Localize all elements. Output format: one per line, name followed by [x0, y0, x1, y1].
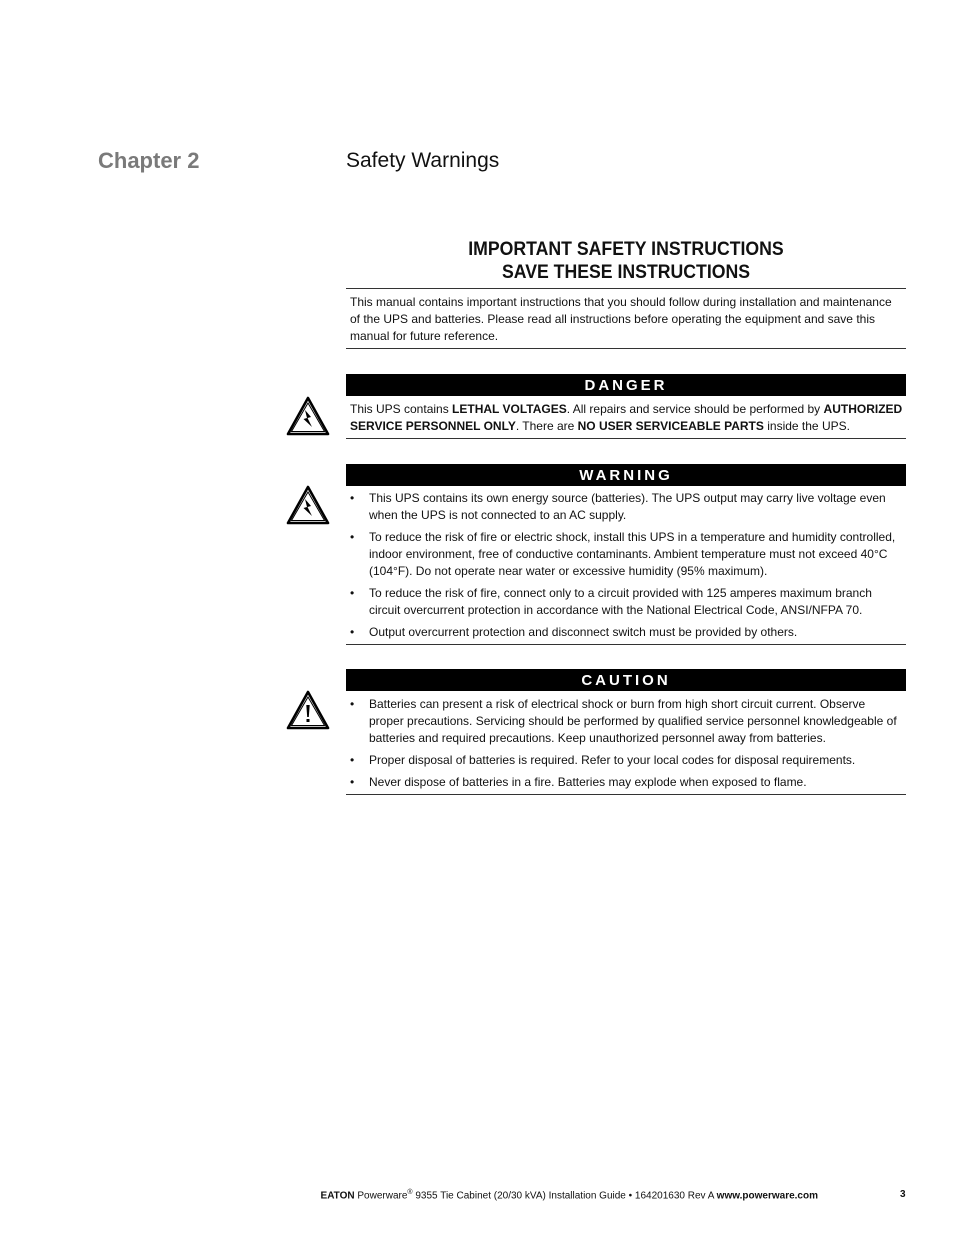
- footer-url: www.powerware.com: [716, 1190, 818, 1202]
- divider: [346, 348, 906, 349]
- danger-text-1: This UPS contains: [350, 402, 453, 416]
- divider: [346, 438, 906, 439]
- danger-text-4: inside the UPS.: [763, 419, 850, 433]
- list-item: [350, 529, 903, 580]
- list-item: [350, 696, 903, 747]
- authorized-personnel-emphasis: AUTHORIZED SERVICE PERSONNEL ONLY: [350, 402, 903, 433]
- bullet: •: [350, 625, 355, 639]
- list-item: [350, 585, 903, 619]
- list-item-text: This UPS contains its own energy source (batteries). The UPS output may carry live voltage even when the UPS is not connected to an AC supply.: [369, 491, 886, 522]
- list-item-text: Batteries can present a risk of electrical shock or burn from high short circuit current. Observe proper precautions. Servicing should be performed by qualified service personnel knowledgeable of batteries and required precautions. Keep unauthorized personnel away from batteries.: [369, 697, 897, 745]
- electrical-hazard-icon: [286, 485, 330, 525]
- list-item-text: Never dispose of batteries in a fire. Batteries may explode when exposed to flame.: [369, 775, 807, 789]
- electrical-hazard-icon: [286, 396, 330, 436]
- footer-product: Powerware: [354, 1190, 408, 1202]
- no-serviceable-parts-emphasis: NO USER SERVICEABLE PARTS: [577, 419, 764, 433]
- bullet: •: [350, 697, 355, 711]
- bullet: •: [350, 586, 355, 600]
- danger-text-3: . There are: [515, 419, 578, 433]
- heading-line-1: IMPORTANT SAFETY INSTRUCTIONS: [468, 239, 784, 260]
- chapter-label: Chapter 2: [98, 148, 200, 173]
- bullet: •: [350, 753, 355, 767]
- list-item-text: Output overcurrent protection and disconnect switch must be provided by others.: [369, 625, 798, 639]
- list-item: [350, 490, 903, 524]
- safety-instructions-heading: [366, 238, 887, 284]
- list-item: [350, 774, 903, 791]
- registered-mark: ®: [407, 1189, 413, 1196]
- bullet: •: [350, 775, 355, 789]
- danger-banner: DANGER: [346, 374, 906, 396]
- warning-banner: WARNING: [346, 464, 906, 486]
- exclamation-warning-icon: [286, 690, 330, 730]
- page-number: 3: [900, 1189, 906, 1200]
- page-footer: [0, 1189, 818, 1201]
- warning-list: [350, 490, 903, 646]
- caution-banner: CAUTION: [346, 669, 906, 691]
- bullet: •: [350, 491, 355, 505]
- footer-brand: EATON: [320, 1190, 355, 1202]
- list-item-text: Proper disposal of batteries is required. Refer to your local codes for disposal requirements.: [369, 753, 856, 767]
- list-item: [350, 752, 903, 769]
- list-item: [350, 624, 903, 641]
- list-item-text: To reduce the risk of fire, connect only to a circuit provided with 125 amperes maximum branch circuit overcurrent protection in accordance with the National Electrical Code, ANSI/NFPA 70.: [369, 586, 872, 617]
- divider: [346, 644, 906, 645]
- bullet: •: [350, 530, 355, 544]
- danger-text-2: . All repairs and service should be performed by: [566, 402, 824, 416]
- divider: [346, 794, 906, 795]
- caution-list: [350, 696, 903, 796]
- lethal-voltages-emphasis: LETHAL VOLTAGES: [452, 402, 567, 416]
- divider: [346, 288, 906, 289]
- danger-text: [350, 401, 903, 435]
- list-item-text: To reduce the risk of fire or electric shock, install this UPS in a temperature and humidity controlled, indoor environment, free of conductive contaminants. Ambient temperature must not exceed 40°C (104°F). Do not operate near water or excessive humidity (95% maximum).: [369, 530, 896, 578]
- heading-line-2: SAVE THESE INSTRUCTIONS: [501, 262, 751, 283]
- footer-document: 9355 Tie Cabinet (20/30 kVA) Installation Guide • 164201630 Rev A: [412, 1190, 717, 1202]
- intro-paragraph: This manual contains important instructions that you should follow during installation and maintenance of the UPS and batteries. Please read all instructions before operating the equipment and save this manual for future reference.: [350, 295, 892, 343]
- chapter-title: Safety Warnings: [346, 149, 500, 172]
